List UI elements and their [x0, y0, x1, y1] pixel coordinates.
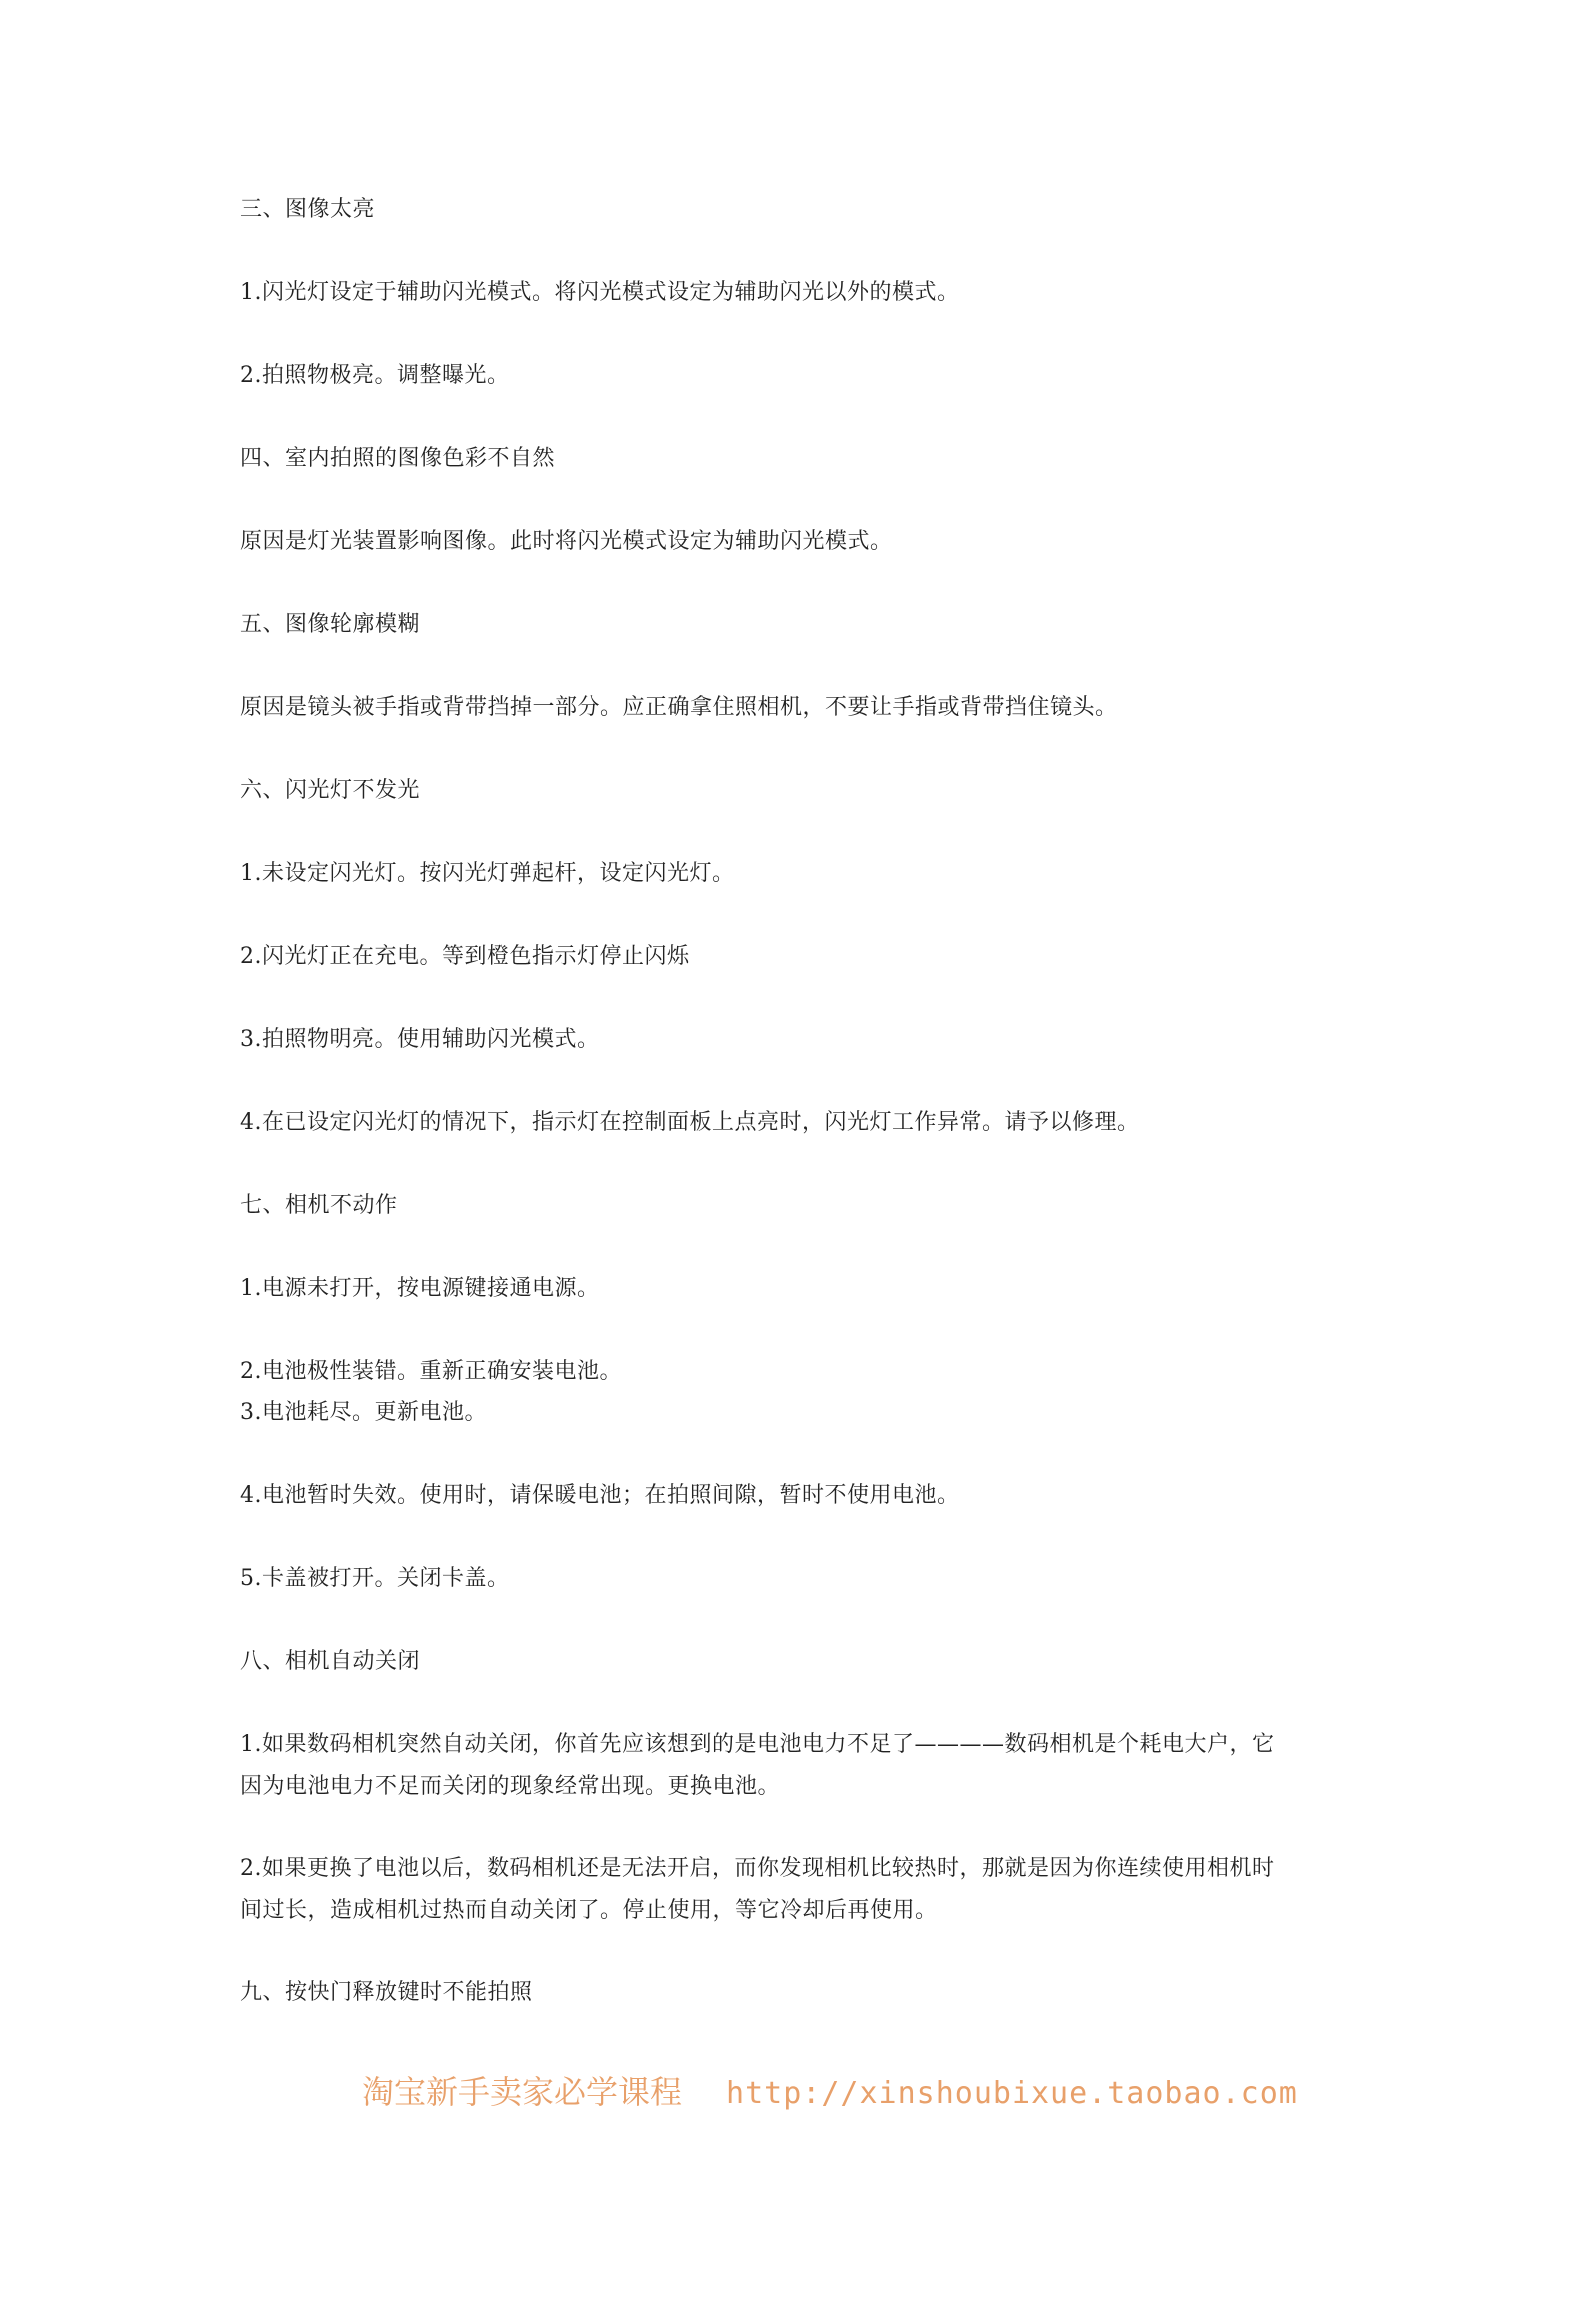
paragraph-line: 4.电池暂时失效。使用时，请保暖电池；在拍照间隙，暂时不使用电池。	[240, 1483, 960, 1508]
paragraph-line: 1.未设定闪光灯。按闪光灯弹起杆，设定闪光灯。	[240, 861, 735, 886]
paragraph-line: 2.闪光灯正在充电。等到橙色指示灯停止闪烁	[240, 944, 690, 969]
footer-title: 淘宝新手卖家必学课程	[362, 2073, 683, 2111]
section-heading-3: 三、图像太亮	[240, 197, 376, 222]
paragraph-line: 1.闪光灯设定于辅助闪光模式。将闪光模式设定为辅助闪光以外的模式。	[240, 280, 960, 305]
section-heading-6: 六、闪光灯不发光	[240, 778, 421, 803]
paragraph-line: 间过长，造成相机过热而自动关闭了。停止使用，等它冷却后再使用。	[240, 1898, 938, 1923]
paragraph-line: 3.电池耗尽。更新电池。	[240, 1400, 487, 1425]
section-heading-8: 八、相机自动关闭	[240, 1649, 421, 1674]
footer-banner	[362, 2068, 1362, 2118]
paragraph-line: 原因是镜头被手指或背带挡掉一部分。应正确拿住照相机，不要让手指或背带挡住镜头。	[240, 695, 1118, 720]
paragraph-line: 1.电源未打开，按电源键接通电源。	[240, 1276, 600, 1301]
paragraph-line: 2.拍照物极亮。调整曝光。	[240, 363, 510, 388]
paragraph-line: 2.如果更换了电池以后，数码相机还是无法开启，而你发现相机比较热时，那就是因为你连续使用相机时	[240, 1856, 1275, 1881]
section-heading-5: 五、图像轮廓模糊	[240, 612, 421, 637]
paragraph-line: 因为电池电力不足而关闭的现象经常出现。更换电池。	[240, 1774, 781, 1799]
paragraph-line: 1.如果数码相机突然自动关闭，你首先应该想到的是电池电力不足了————数码相机是个耗电大户，它	[240, 1732, 1275, 1757]
paragraph-line: 4.在已设定闪光灯的情况下，指示灯在控制面板上点亮时，闪光灯工作异常。请予以修理。	[240, 1110, 1140, 1135]
section-heading-7: 七、相机不动作	[240, 1193, 398, 1218]
paragraph-line: 原因是灯光装置影响图像。此时将闪光模式设定为辅助闪光模式。	[240, 529, 893, 554]
paragraph-line: 3.拍照物明亮。使用辅助闪光模式。	[240, 1027, 600, 1052]
paragraph-line: 5.卡盖被打开。关闭卡盖。	[240, 1566, 510, 1591]
section-heading-9: 九、按快门释放键时不能拍照	[240, 1980, 533, 2005]
footer-url-link[interactable]: http://xinshoubixue.taobao.com	[726, 2076, 1298, 2111]
section-heading-4: 四、室内拍照的图像色彩不自然	[240, 446, 556, 471]
paragraph-line: 2.电池极性装错。重新正确安装电池。	[240, 1359, 622, 1384]
